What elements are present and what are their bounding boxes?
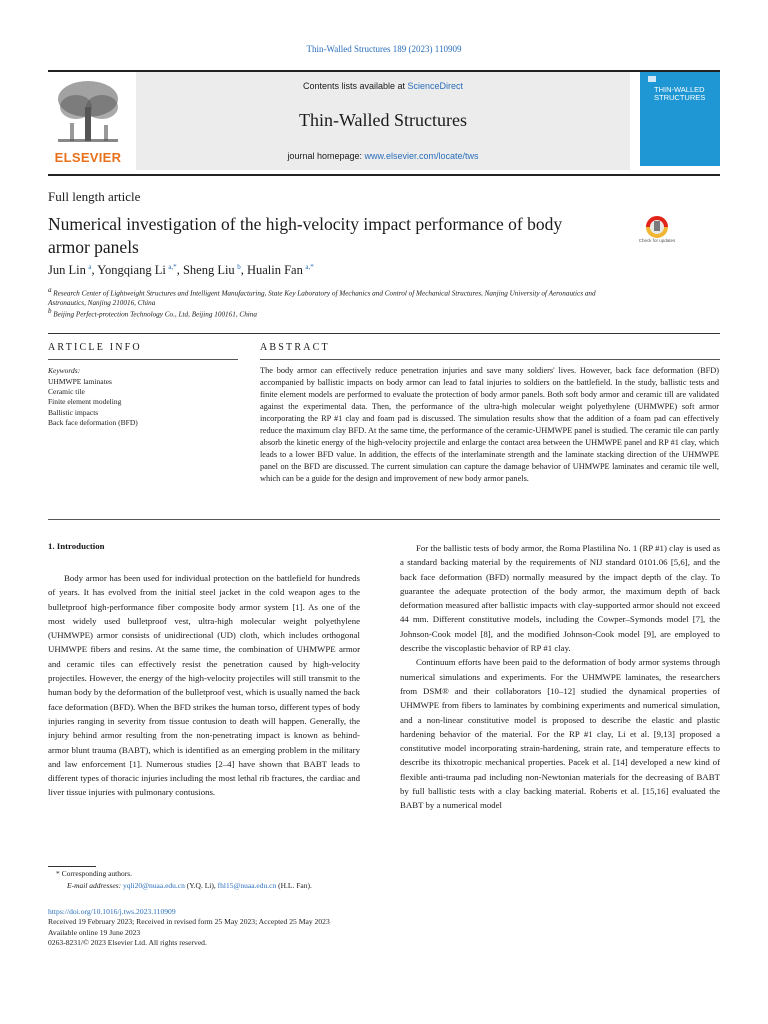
- abstract-text: The body armor can effectively reduce penetration injuries and save many soldiers' lives. However, back face deformation (BFD) accompanied by ballistic impacts on body armor can lead to fatal injuries to soldiers on the battlefield. In the study, ballistic tests and finite element models are performed to evaluate the protection of body armor panels. Both soft body armor and ceramic till are validated against the experimental data. Then, the performance of the ultra-high molecular weight polyethylene (UHMWPE) soft armor incorporating the RP #1 clay and foam pad is discussed. The simulation results show that the addition of a foam pad can effectively reduce the maximum clay BFD. At the same time, the performance of the ceramic-UHMWPE panel is studied. The ceramic tile can partly absorb the kinetic energy of the high-velocity projectile and enlarge the contact area between the UHMWPE panel and RP #1 clay, which leads to a lower BFD value. In addition, the effects of the interlaminate strength and the laminate stacking direction of the UHMWPE panel on the BFD are discussed. The current simulation can capture the damage behavior of UHMWPE laminates and ceramic tile well, which can be a guide for the design and improvement of new body armor panels.: [260, 366, 719, 483]
- author-sup[interactable]: a,*: [305, 263, 314, 271]
- article-type: Full length article: [48, 189, 141, 204]
- author-name[interactable]: Yongqiang Li: [97, 263, 166, 278]
- keyword: Finite element modeling: [48, 397, 122, 407]
- keywords-list: [48, 377, 138, 428]
- journal-reference[interactable]: Thin-Walled Structures 189 (2023) 110909: [306, 44, 462, 54]
- publication-info: [48, 907, 330, 949]
- abstract-rule: [260, 359, 720, 360]
- contents-prefix: Contents lists available at: [302, 81, 408, 91]
- intro-paragraph: Continuum efforts have been paid to the deformation of body armor systems through numerical simulations and experiments. For the UHMWPE laminates, the researchers from DSM® and their collaborators [10–12] studied the dynamical properties of UHMWPE from fibers to laminates by combining experiments and numerical simulation, and a non-linear constitutive model is proposed to describe the elastic and plastic hardening behavior of the material. For the RP #1 clay, Li et al. [9,13] proposed a constitutive model incorporating strain-hardening, strain rate, and temperature effects to describe its thixotropic mechanical properties. Pacek et al. [14] developed a new kind of flexible anti-trauma pad including non-Newtonian materials for the decreasing of BABT by full ballistic tests with a clay backing material. Roberts et al. [15,16] evaluated the BABT by a numerical model: [400, 657, 720, 811]
- author-name[interactable]: Jun Lin: [48, 263, 86, 278]
- author-name[interactable]: Hualin Fan: [246, 263, 303, 278]
- author-sup[interactable]: b: [237, 263, 241, 271]
- author-list: Jun Lin $^a$, Yongqiang Li $^{a,*}$, Sheng Liu $^b$, Hualin Fan $^{a,*}$: [48, 263, 314, 278]
- article-info-heading: ARTICLE INFO: [48, 342, 142, 353]
- affiliation-text: Beijing Perfect-protection Technology Co., Ltd, Beijing 100161, China: [53, 310, 257, 319]
- email-owner: (Y.Q. Li),: [184, 881, 218, 890]
- sciencedirect-link[interactable]: ScienceDirect: [407, 81, 464, 91]
- keyword: UHMWPE laminates: [48, 377, 112, 386]
- corresponding-note: * Corresponding authors.: [56, 869, 133, 878]
- cover-title: THIN-WALLED STRUCTURES: [654, 85, 706, 102]
- info-rule: [48, 359, 238, 360]
- journal-name: Thin-Walled Structures: [298, 110, 467, 130]
- email-line: [67, 881, 312, 890]
- intro-paragraph: Body armor has been used for individual protection on the battlefield for hundreds of years. It has evolved from the initial steel jacket in the cold weapon ages to the bulletproof high-performance fiber composite body armor system [1]. As one of the most widely used bulletproof vest, ultra-high molecular weight polyethylene (UHMWPE) armor consists of unidirectional (UD) cloth, which includes orthogonal UHMWPE fibers and resins. At the same time, the combination of UHMWPE armor and ceramic tiles can effectively resist the penetration caused by high-velocity projectiles. However, the energy of the high-velocity projectiles will still transmit to the human body by the deformation of the bulletproof vest, which is usually named the back face deformation (BFD). When the BFD strikes the human torso, different types of body injuries ranging in severity from tissue contusion to death will happen. Generally, the injury behind armor resulting from the non-penetrating impact is known as behind-armor blunt trauma (BABT), which is identified as an emerging problem in the military and law enforcement [1]. Numerous studies [2–4] have shown that BABT leads to different types of thoracic injuries including the most lethal rib fractures, the cardiac and liver tissue injuries with pulmonary contusions.: [48, 573, 360, 798]
- homepage-line: [136, 151, 630, 161]
- keyword: Ceramic tile: [48, 387, 85, 397]
- author-sup[interactable]: a: [88, 263, 92, 271]
- article-title: Numerical investigation of the high-velocity impact performance of body armor panels: [48, 214, 563, 257]
- affiliation-mark: b: [48, 307, 52, 315]
- contents-line: [136, 81, 630, 91]
- received-dates: Received 19 February 2023; Received in revised form 25 May 2023; Accepted 25 May 2023: [48, 917, 330, 927]
- email-link[interactable]: yqli20@nuaa.edu.cn: [122, 881, 185, 890]
- cover-logo-icon: [648, 76, 656, 82]
- intro-paragraph: For the ballistic tests of body armor, the Roma Plastilina No. 1 (RP #1) clay is used as a standard backing material by the requirements of NIJ standard 0101.06 [5,6], and the back face deformation (BFD) normally measured by the impact depth of the clay. To guarantee the adequate protection of the body armor, the maximum depth of back deformation measured after ballistic impacts with clay-supported armor should not exceed 44 mm. Different constitutive models, including the Cowper–Symonds model [7], the Johnson-Cook model [8], and the modified Johnson-Cook model [9], are employed to describe the viscoplastic behavior of RP #1 clay.: [400, 543, 720, 654]
- email-link[interactable]: fhl15@nuaa.edu.cn: [217, 881, 277, 890]
- intro-right-column: [400, 541, 720, 813]
- keyword: Ballistic impacts: [48, 407, 99, 417]
- affiliation-a: [48, 285, 618, 308]
- check-for-updates-label[interactable]: Check for updates: [638, 238, 676, 243]
- section-rule: [48, 333, 720, 334]
- abstract-bottom-rule: [48, 519, 720, 520]
- introduction-heading: 1. Introduction: [48, 541, 105, 551]
- doi-link[interactable]: https://doi.org/10.1016/j.tws.2023.110909: [48, 907, 176, 916]
- keywords-label: Keywords:: [48, 366, 81, 375]
- email-owner: (H.L. Fan).: [276, 881, 312, 890]
- check-for-updates-icon[interactable]: [640, 214, 674, 254]
- publisher-logo-text: ELSEVIER: [54, 150, 122, 165]
- homepage-link[interactable]: www.elsevier.com/locate/tws: [364, 151, 479, 161]
- homepage-prefix: journal homepage:: [287, 151, 365, 161]
- affiliation-mark: a: [48, 286, 52, 294]
- email-label: E-mail addresses:: [67, 881, 123, 890]
- author-name[interactable]: Sheng Liu: [182, 263, 235, 278]
- keyword: Back face deformation (BFD): [48, 417, 138, 427]
- author-sup[interactable]: a,*: [168, 263, 177, 271]
- intro-left-column: [48, 571, 360, 800]
- header-bottom-rule: [48, 174, 720, 176]
- affiliation-b: [48, 306, 618, 319]
- abstract-heading: ABSTRACT: [260, 342, 330, 353]
- affiliation-text: Research Center of Lightweight Structures and Intelligent Manufacturing, State Key Laboratory of Mechanics and Control of Mechanical Structures, Nanjing University of Aeronautics and Astronautics, Nanjing 210016, China: [48, 289, 596, 308]
- footnote-rule: [48, 866, 96, 867]
- copyright: 0263-8231/© 2023 Elsevier Ltd. All rights reserved.: [48, 938, 207, 948]
- online-date: Available online 19 June 2023: [48, 927, 141, 937]
